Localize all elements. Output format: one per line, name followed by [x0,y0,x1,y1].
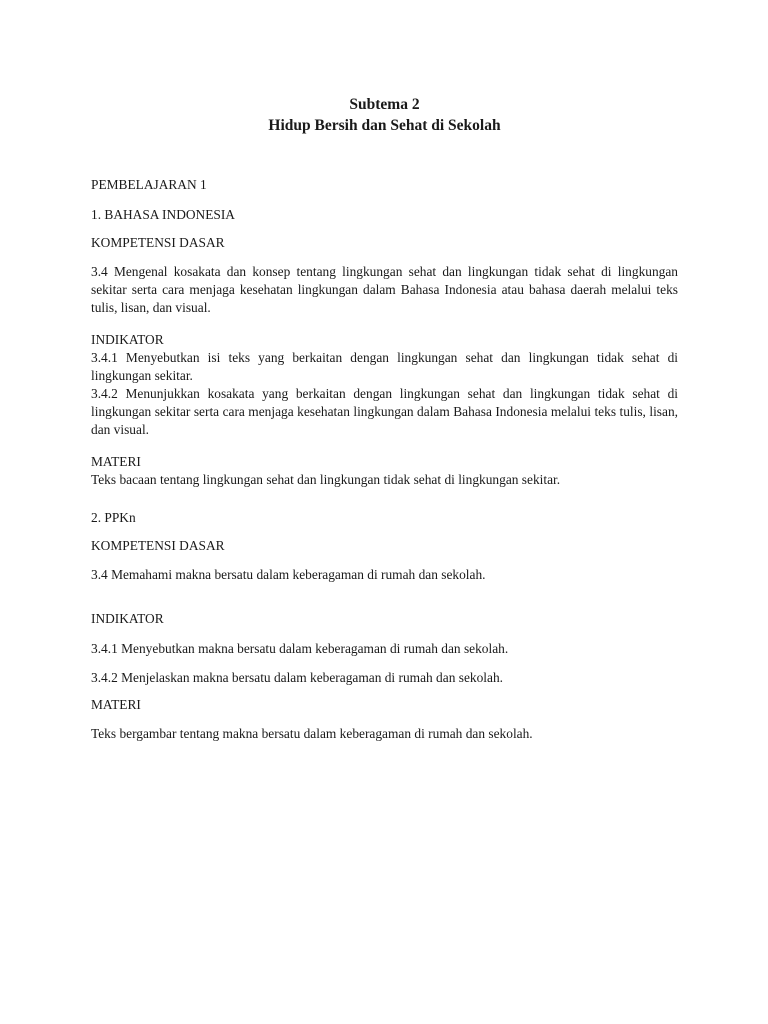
material-label: MATERI [91,454,141,469]
document-page [91,94,678,743]
material-label: MATERI [91,697,141,712]
kd-text: 3.4 Memahami makna bersatu dalam keberagaman di rumah dan sekolah. [91,567,486,582]
indicator-item: 3.4.2 Menjelaskan makna bersatu dalam keberagaman di rumah dan sekolah. [91,670,503,685]
kd-label: KOMPETENSI DASAR [91,538,225,553]
indicator-label: INDIKATOR [91,332,164,347]
indicator-item: 3.4.2 Menunjukkan kosakata yang berkaitan dengan lingkungan sehat dan lingkungan tidak sehat di lingkungan sekitar serta cara menjaga kesehatan lingkungan dalam Bahasa Indonesia melalui teks tulis, lisan, dan visual. [91,386,678,437]
indicator-label: INDIKATOR [91,611,164,626]
subject-heading-ppkn: 2. PPKn [91,510,136,525]
indicator-item: 3.4.1 Menyebutkan isi teks yang berkaitan dengan lingkungan sehat dan lingkungan tidak sehat di lingkungan sekitar. [91,350,678,383]
material-text: Teks bergambar tentang makna bersatu dalam keberagaman di rumah dan sekolah. [91,726,533,741]
material-text: Teks bacaan tentang lingkungan sehat dan lingkungan tidak sehat di lingkungan sekitar. [91,472,561,487]
kd-text: 3.4 Mengenal kosakata dan konsep tentang lingkungan sehat dan lingkungan tidak sehat di lingkungan sekitar serta cara menjaga kesehatan lingkungan dalam Bahasa Indonesia atau bahasa daerah melalui teks tulis, lisan, dan visual. [91,264,678,315]
learning-heading: PEMBELAJARAN 1 [91,177,207,192]
title-block [91,94,678,136]
subtheme-title: Subtema 2 [349,96,420,113]
subject-heading-bahasa-indonesia: 1. BAHASA INDONESIA [91,207,235,222]
page-title: Hidup Bersih dan Sehat di Sekolah [268,117,501,134]
indicator-item: 3.4.1 Menyebutkan makna bersatu dalam keberagaman di rumah dan sekolah. [91,641,509,656]
kd-label: KOMPETENSI DASAR [91,235,225,250]
